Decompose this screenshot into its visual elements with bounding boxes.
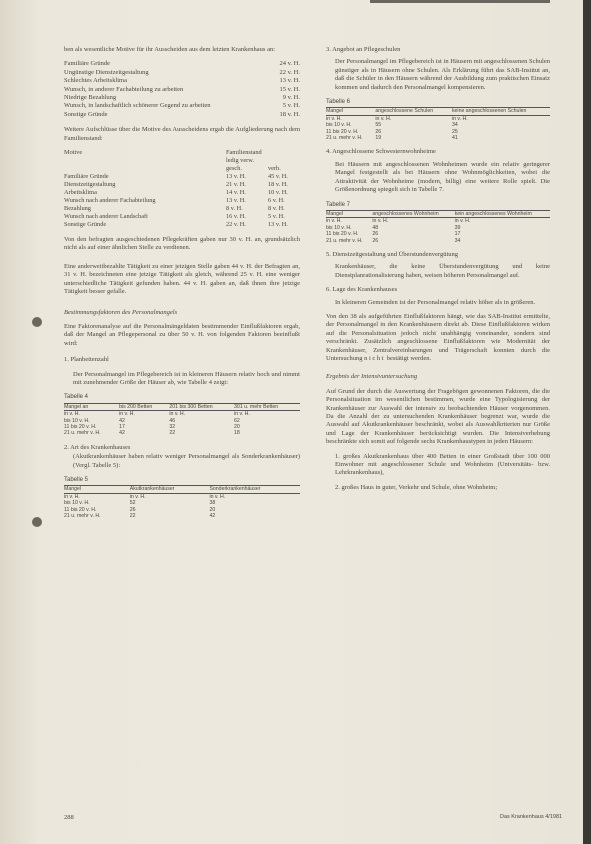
table-cell: 5 v. H.: [268, 213, 285, 221]
section-heading: Bestimmungsfaktoren des Personalmangels: [64, 308, 178, 316]
table-cell: 26: [375, 128, 382, 135]
table-header-cell: 201 bis 300 Betten: [169, 403, 234, 410]
motive-label: Sonstige Gründe: [64, 110, 108, 118]
motive-row: [64, 94, 300, 102]
salary-paragraph: Von den befragten ausgeschiedenen Pflegekräften gaben nur 30 v. H. an, grundsätzlich nicht als auf einer ähnlichen Stelle zu verdienen.: [64, 236, 300, 252]
table-unit-cell: in v. H.: [64, 411, 80, 418]
table-cell: 22: [129, 513, 136, 520]
influence-text: Von den 38 als aufgeführten Einflußfaktoren hängt, wie das SAB-Institut ermittelte, der Personalmangel in den Krankenhäusern direkt ab. Diese Einflußfaktoren wirken auf die Personalsituation jedoch nicht unabhängig voneinander, sondern sind verschränkt. Zusätzlich angeschlossene Einflußfaktoren wie Modernität der Krankenhäuser, Zentralvereinbarungen und Trägerschaft konnten durch die Untersuchung: [326, 312, 550, 362]
table-unit-cell: in v. H.: [326, 115, 342, 122]
item-hospital-type: 2. Art des Krankenhauses: [64, 443, 131, 451]
table-cell: 6 v. H.: [268, 197, 285, 205]
table-cell: 22 v. H.: [226, 221, 246, 229]
motives-by-family-table: [64, 149, 300, 229]
table-cell: 18: [234, 430, 240, 437]
list-item-2: 2. großes Haus in guter, Verkehr und Schule, ohne Wohnheim;: [335, 483, 498, 491]
table-unit-row: [64, 411, 300, 418]
table-cell: 42: [119, 430, 125, 437]
table-cell: Arbeitsklima: [64, 189, 97, 197]
table-row: [64, 221, 300, 229]
table-header-cell: Mangel: [64, 486, 130, 493]
family-status-paragraph: Weitere Aufschlüsse über die Motive des Ausscheidens ergab die Aufgliederung nach dem Familienstand:: [64, 126, 300, 142]
table-row: [64, 205, 300, 213]
table-header-row: [326, 108, 550, 115]
table-cell: bis 10 v. H.: [326, 122, 352, 129]
location-paragraph: In kleineren Gemeinden ist der Personalmangel relativ höher als in größeren.: [335, 298, 536, 306]
table-cell: 62: [234, 417, 240, 424]
table-row: [64, 173, 300, 181]
motive-label: Niedrige Bezahlung: [64, 94, 117, 102]
single-header: Familienstand ledig verw. gesch.: [226, 149, 262, 173]
table-cell: 20: [209, 506, 216, 513]
table-cell: 42: [119, 417, 125, 424]
table-row: [326, 238, 550, 244]
item-schools: 3. Angebot an Pflegeschulen: [326, 46, 401, 53]
motive-value: 15 v. H.: [279, 85, 300, 93]
motive-value: 5 v. H.: [282, 102, 300, 110]
table-header-cell: Mangel: [326, 210, 372, 217]
motives-list: [64, 60, 300, 119]
table-row: [64, 189, 300, 197]
table-row: [326, 135, 550, 141]
table-cell: 17: [454, 231, 461, 238]
table-cell: 39: [454, 224, 461, 231]
table-row: [64, 197, 300, 205]
table-unit-row: [326, 115, 550, 122]
table-cell: 34: [454, 237, 461, 244]
motive-row: [64, 77, 300, 85]
table-cell: bis 10 v. H.: [64, 500, 90, 507]
emphasis-not: nicht: [364, 355, 386, 362]
motive-value: 22 v. H.: [279, 68, 300, 76]
table-cell: 22: [169, 430, 176, 437]
table-unit-cell: in v. H.: [119, 411, 135, 418]
table-header-cell: Mangel an: [64, 403, 119, 410]
table-header-cell: kein angeschlossenes Wohnheim: [455, 210, 550, 217]
table-cell: 19: [375, 135, 382, 142]
table-header-row: [64, 486, 300, 493]
table-cell: Sonstige Gründe: [64, 221, 107, 229]
table-cell: 8 v. H.: [268, 205, 285, 213]
motive-row: [64, 102, 300, 110]
intro-paragraph: ben als wesentliche Motive für ihr Ausscheiden aus dem letzten Krankenhaus an:: [64, 46, 276, 53]
table-cell: 10 v. H.: [268, 189, 288, 197]
table-cell: 55: [375, 122, 382, 129]
table-unit-cell: in v. H.: [375, 115, 392, 122]
table-header-cell: Akutkrankenhäuser: [130, 486, 210, 493]
table-cell: 14 v. H.: [226, 189, 246, 197]
page-edge-shadow: [583, 0, 591, 844]
table-cell: 11 bis 20 v. H.: [326, 128, 359, 135]
item-duty-hours: 5. Dienstzeitgestaltung und Überstundenvergütung: [326, 250, 459, 258]
table5-title: Tabelle 5: [64, 477, 89, 483]
table-cell: 45 v. H.: [268, 173, 288, 181]
list-item-1: 1. großes Akutkrankenhaus über 400 Betten in einer Großstadt über 100 000 Einwohner mit angeschlossener Schule und Wohnheim (Universitäts- bzw. Lehrkrankenhaus),: [335, 452, 550, 477]
table-cell: 13 v. H.: [268, 221, 288, 229]
table-cell: 21 u. mehr v. H.: [64, 513, 101, 520]
table-cell: 13 v. H.: [226, 173, 246, 181]
motive-row: [64, 111, 300, 119]
table-cell: Bezahlung: [64, 205, 91, 213]
table-unit-row: [64, 493, 300, 500]
table-cell: 25: [451, 128, 458, 135]
item-location: 6. Lage des Krankenhauses: [326, 286, 398, 294]
right-column: [326, 46, 550, 498]
scanner-edge: [370, 0, 550, 3]
motive-value: 24 v. H.: [279, 60, 300, 68]
table-unit-cell: in v. H.: [64, 493, 80, 500]
influence-text-end: bestätigt werden.: [386, 355, 432, 362]
table-row: [64, 430, 300, 436]
table7-title: Tabelle 7: [326, 201, 351, 208]
motive-value: 13 v. H.: [279, 77, 300, 85]
activity-paragraph: Eine anderweitbezahlte Tätigkeit zu einer jetzigen Stelle gaben 44 v. H. der Befragten an, 31 v. H. bezeichneten eine jetzige Tätigkeit als gleich, während 25 v. H. eine weniger unterschiedliche Tätigkeit gefunden haben. 44 v. H. gaben an, daß ihnen ihre jetzige Tätigkeit besser gefalle.: [64, 262, 300, 296]
intensive-study-paragraph: Auf Grund der durch die Auswertung der Fragebögen gewonnenen Faktoren, die die Personalsituation im wesentlichen bestimmen, wurde eine Typologisierung der Krankenhäuser zur Auswahl der intensiv zu beobachtenden Häuser vorgenommen. Da die Anzahl der zu untersuchenden Krankenhäuser begrenzt war, wurde die Auswahl auf Akutkrankenhäuser beschränkt, wobei als Auswahlkriterien nur Größe und Lage der Krankenhäuser berücksichtigt wurden. Die Intensiverhebung beschränkte sich somit auf folgende sechs Krankenhaustypen in jeden Häusern:: [326, 387, 550, 446]
table-unit-cell: in v. H.: [372, 218, 389, 225]
table-header-cell: angeschlossene Schulen: [375, 108, 452, 115]
table-cell: 26: [372, 231, 379, 238]
table-row: [64, 513, 300, 519]
table-cell: Familiäre Gründe: [64, 173, 109, 181]
motive-label: Familiäre Gründe: [64, 60, 111, 68]
motive-value: 9 v. H.: [282, 94, 300, 102]
table-cell: 41: [451, 135, 458, 142]
table-cell: 21 v. H.: [226, 181, 246, 189]
table-header-cell: 301 u. mehr Betten: [234, 403, 300, 410]
section-heading-right: Ergebnis der Intensivuntersuchung: [326, 373, 418, 381]
factor-analysis-paragraph: Eine Faktorenanalyse auf die Personalmängeldaten bestimmender Einflußfaktoren ergab, daß der Mangel an Pflegepersonal zu über 50 v. H. von folgenden Faktoren beeinflußt wird:: [64, 322, 300, 347]
table-cell: 16 v. H.: [226, 213, 246, 221]
table-cell: 52: [129, 500, 136, 507]
left-column: [64, 46, 300, 526]
motive-label: Wunsch, in landschaftlich schönerer Gegend zu arbeiten: [64, 102, 211, 110]
table-cell: Wunsch nach anderer Landschaft: [64, 213, 148, 221]
table-unit-cell: in v. H.: [209, 493, 226, 500]
table-7: [326, 210, 550, 244]
table-cell: 8 v. H.: [226, 205, 243, 213]
table-cell: 20: [234, 423, 240, 430]
bed-count-paragraph: Der Personalmangel im Pflegebereich ist in kleineren Häusern relativ hoch und nimmt mit zunehmender Größe der Häuser ab, wie Tabelle 4 zeigt:: [73, 370, 300, 386]
table-header-cell: keine angeschlossenen Schulen: [452, 108, 550, 115]
table-cell: 26: [372, 237, 379, 244]
table-cell: 46: [169, 417, 176, 424]
table-cell: 42: [209, 513, 216, 520]
table-cell: 11 bis 20 v. H.: [64, 506, 97, 513]
footer-journal: Das Krankenhaus 4/1981: [500, 814, 563, 820]
table-header-cell: angeschlossenes Wohnheim: [372, 210, 454, 217]
table-cell: 21 u. mehr v. H.: [326, 237, 363, 244]
table-cell: 11 bis 20 v. H.: [64, 423, 97, 430]
table-4: [64, 403, 300, 437]
item-dormitories: 4. Angeschlossene Schwesternwohnheime: [326, 148, 436, 156]
table-cell: 18 v. H.: [268, 181, 288, 189]
table-header-row: [326, 210, 550, 217]
table-header-cell: bis 200 Betten: [119, 403, 169, 410]
table-cell: 48: [372, 224, 379, 231]
dormitories-paragraph: Bei Häusern mit angeschlossenen Wohnheimen wurde ein relativ geringerer Mangel festgestellt als bei Häusern ohne Wohnmöglichkeiten, wobei die Attraktivität der Wohnheime (modern, billig) eine weitere Rolle spielt. Die Größenordnung spiegelt sich in Tabelle 7.: [335, 160, 550, 194]
motive-row: [64, 86, 300, 94]
table-cell: 38: [209, 500, 216, 507]
table-cell: 17: [119, 423, 125, 430]
table-6: [326, 107, 550, 141]
table-unit-cell: in v. H.: [129, 493, 146, 500]
table-cell: bis 10 v. H.: [64, 417, 90, 424]
table-unit-cell: in v. H.: [169, 411, 186, 418]
table-header-cell: Sonderkrankenhäuser: [209, 486, 300, 493]
table-cell: 21 u. mehr v. H.: [326, 135, 363, 142]
table-row: [64, 213, 300, 221]
motive-label: Ungünstige Dienstzeitgestaltung: [64, 68, 149, 76]
motive-value: 18 v. H.: [279, 110, 300, 118]
item-bed-count: 1. Planbettenzahl: [64, 356, 109, 364]
table-unit-cell: in v. H.: [234, 411, 250, 418]
married-header: verh.: [268, 165, 281, 173]
table-cell: bis 10 v. H.: [326, 224, 352, 231]
table-header-cell: Mangel: [326, 108, 375, 115]
table-cell: 34: [451, 122, 458, 129]
table-cell: 32: [169, 423, 176, 430]
table-cell: Wunsch nach anderer Fachabteilung: [64, 197, 156, 205]
table-cell: Dienstzeitgestaltung: [64, 181, 116, 189]
motive-row: [64, 69, 300, 77]
table-header-row: [64, 403, 300, 410]
schools-paragraph: Der Personalmangel im Pflegebereich ist in Häusern mit angeschlossenen Schulen günstiger als in Häusern ohne Schulen. Als Erklärung führt das SAB-Institut an, daß die Schüler in den Häusern während der Ausbildung zum praktischen Einsatz kommen und dadurch den Personalmangel kompensieren.: [335, 58, 550, 91]
table-cell: 21 u. mehr v. H.: [64, 430, 101, 437]
punch-hole: [32, 517, 42, 527]
table-cell: 11 bis 20 v. H.: [326, 231, 359, 238]
table4-title: Tabelle 4: [64, 394, 89, 401]
motive-row: [64, 60, 300, 68]
influence-factors-paragraph: [326, 313, 550, 363]
motive-label: Wunsch, in anderer Fachabteilung zu arbeiten: [64, 85, 184, 93]
page-number: 288: [64, 814, 74, 821]
motives-header: Motive: [64, 149, 83, 157]
table-5: [64, 485, 300, 519]
table-unit-row: [326, 218, 550, 225]
table-unit-cell: in v. H.: [454, 218, 471, 225]
hospital-type-paragraph: (Akutkrankenhäuser haben relativ weniger Personalmangel als Sonderkrankenhäuser) (Vergl. Tabelle 5):: [73, 453, 300, 469]
duty-hours-paragraph: Krankenhäuser, die keine Überstundenvergütung und keine Dienstplanrationalisierung haben, weisen höheren Personalmangel auf.: [335, 263, 550, 279]
table-cell: 13 v. H.: [226, 197, 246, 205]
table-unit-cell: in v. H.: [451, 115, 468, 122]
table-row: [64, 181, 300, 189]
table6-title: Tabelle 6: [326, 99, 351, 106]
motive-label: Schlechtes Arbeitsklima: [64, 77, 128, 85]
table-unit-cell: in v. H.: [326, 218, 342, 225]
punch-hole: [32, 317, 42, 327]
table-cell: 26: [129, 506, 136, 513]
